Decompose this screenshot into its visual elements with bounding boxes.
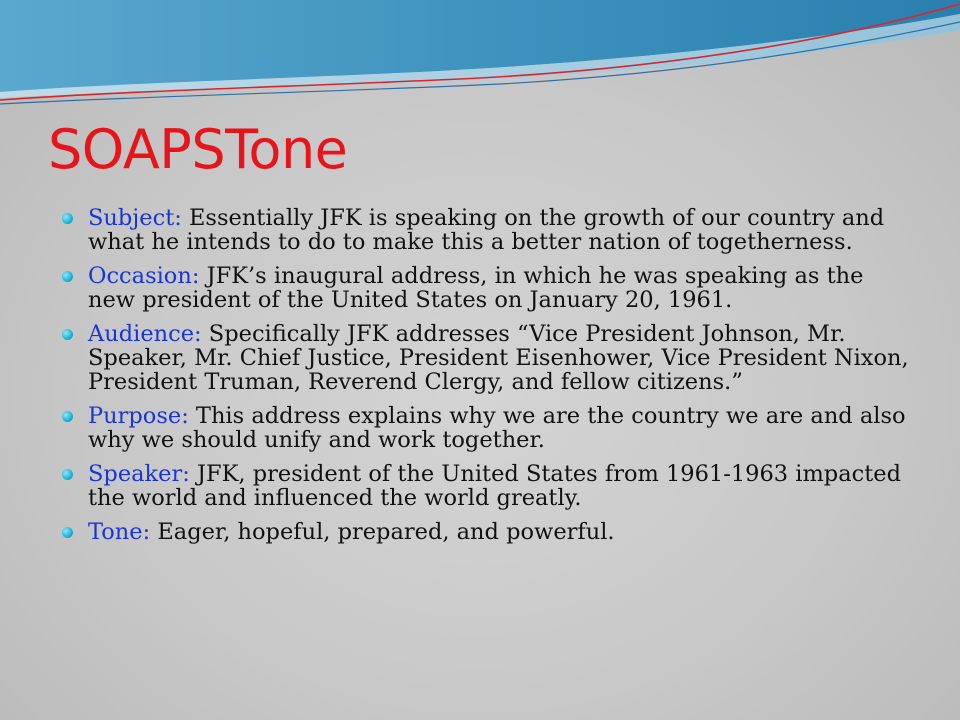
slide-title: SOAPSTone	[48, 118, 348, 181]
bullet-list	[60, 206, 910, 554]
bullet-text: JFK, president of the United States from 1961-1963 impacted the world and influenced the world greatly.	[88, 461, 901, 511]
bullet-dot-icon	[62, 469, 73, 480]
bullet-item-tone	[60, 520, 910, 544]
bullet-dot-icon	[62, 271, 73, 282]
bullet-item-purpose	[60, 404, 910, 452]
header-wave-decoration	[0, 0, 960, 110]
bullet-dot-icon	[62, 213, 73, 224]
bullet-item-speaker	[60, 462, 910, 510]
bullet-text: This address explains why we are the country we are and also why we should unify and work together.	[88, 403, 906, 453]
bullet-dot-icon	[62, 527, 73, 538]
bullet-item-audience	[60, 322, 910, 394]
bullet-label: Occasion:	[88, 263, 200, 289]
bullet-text: JFK’s inaugural address, in which he was speaking as the new president of the United States on January 20, 1961.	[88, 263, 864, 313]
bullet-label: Subject:	[88, 205, 182, 231]
bullet-text: Eager, hopeful, prepared, and powerful.	[150, 519, 615, 545]
bullet-item-subject	[60, 206, 910, 254]
bullet-text: Specifically JFK addresses “Vice President Johnson, Mr. Speaker, Mr. Chief Justice, President Eisenhower, Vice President Nixon, President Truman, Reverend Clergy, and fellow citizens.”	[88, 321, 909, 395]
bullet-dot-icon	[62, 329, 73, 340]
bullet-label: Speaker:	[88, 461, 190, 487]
bullet-label: Purpose:	[88, 403, 189, 429]
bullet-dot-icon	[62, 411, 73, 422]
bullet-label: Tone:	[88, 519, 151, 545]
bullet-text: Essentially JFK is speaking on the growth of our country and what he intends to do to make this a better nation of togetherness.	[88, 205, 885, 255]
bullet-label: Audience:	[88, 321, 202, 347]
bullet-item-occasion	[60, 264, 910, 312]
